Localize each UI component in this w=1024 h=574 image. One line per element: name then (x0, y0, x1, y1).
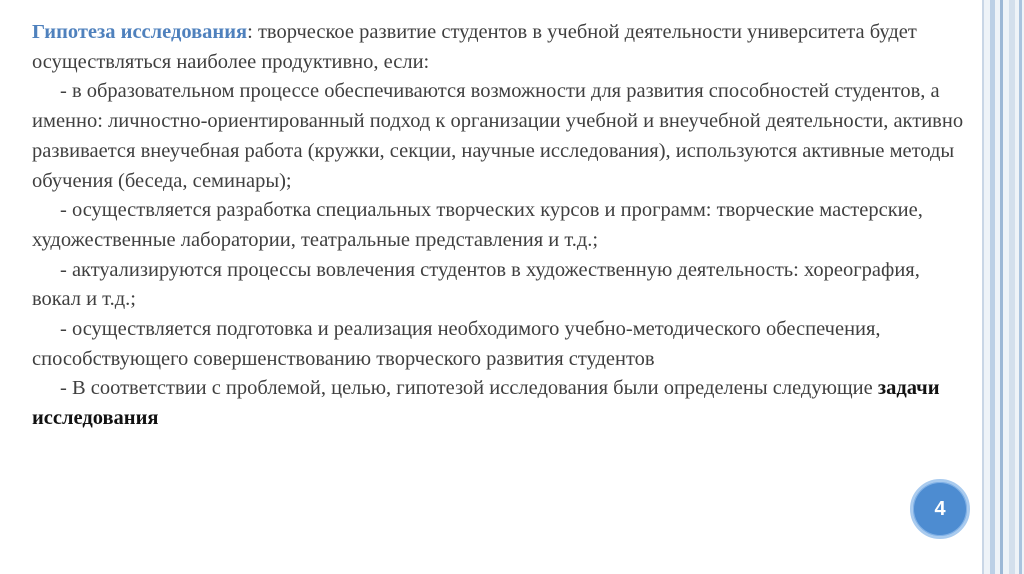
stripe-line (1009, 0, 1015, 574)
final-paragraph (32, 374, 972, 433)
stripe-line (1019, 0, 1022, 574)
final-text: - В соответствии с проблемой, целью, гипотезой исследования были определены следующие (60, 377, 878, 400)
page-number-badge (910, 479, 970, 539)
research-tasks-label: задачи исследования (32, 377, 940, 430)
hypothesis-title: Гипотеза исследования (32, 21, 248, 43)
list-item: - осуществляется подготовка и реализация необходимого учебно-методического обеспечения, способствующего совершенствованию творческого развития студентов (32, 318, 881, 370)
list-item: - актуализируются процессы вовлечения студентов в художественную деятельность: хореография, вокал и т.д.; (32, 258, 920, 311)
slide-body (32, 18, 972, 434)
hypothesis-intro: творческое развитие студентов в учебной деятельности университета будет осуществляться наиболее продуктивно, если: (32, 21, 917, 73)
stripe-line (990, 0, 995, 574)
list-item: - осуществляется разработка специальных творческих курсов и программ: творческие мастерские, художественные лаборатории, театральные представления и т.д.; (32, 199, 923, 251)
stripe-line (1000, 0, 1003, 574)
list-item: - в образовательном процессе обеспечиваются возможности для развития способностей студентов, а именно: личностно-ориентированный подход к организации учебной и внеучебной деятельности, активно развивается внеучебная работа (кружки, секции, научные исследования), используются активные методы обучения (беседа, семинары); (32, 80, 964, 192)
stripe-line (982, 0, 984, 574)
page-number: 4 (934, 497, 946, 520)
hypothesis-paragraph (32, 18, 972, 77)
hypothesis-colon: : (247, 21, 253, 43)
